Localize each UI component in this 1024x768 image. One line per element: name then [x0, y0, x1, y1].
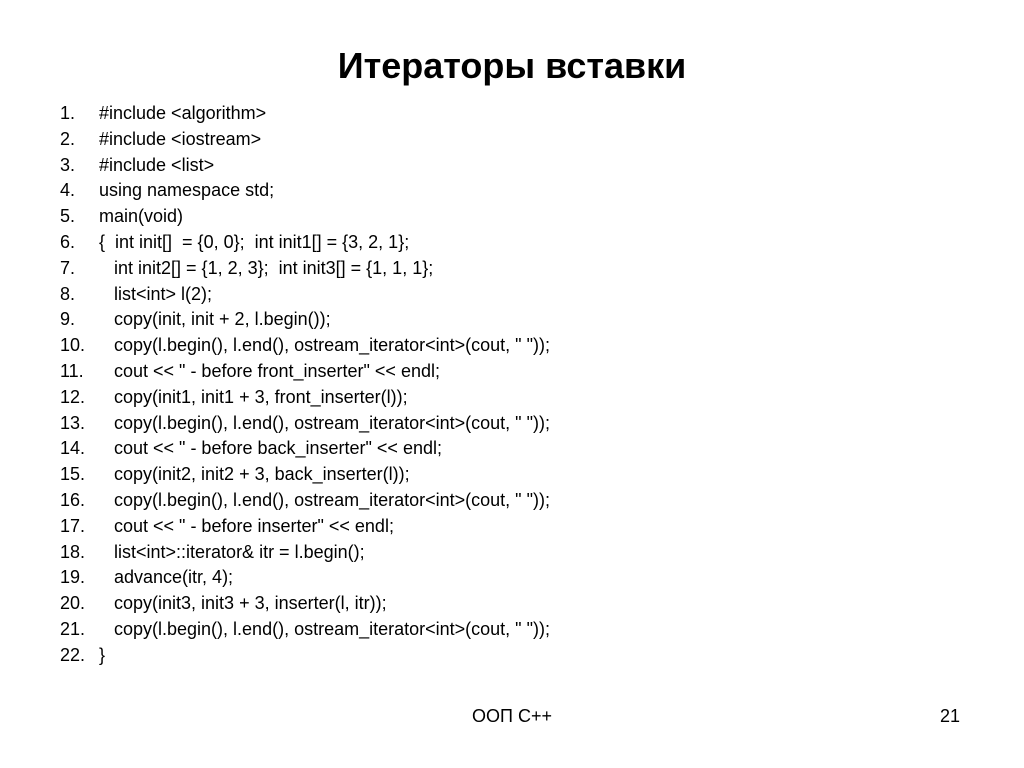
code-text: int init2[] = {1, 2, 3}; int init3[] = {1, 1, 1};	[99, 257, 434, 278]
code-line	[60, 333, 550, 359]
code-text: copy(l.begin(), l.end(), ostream_iterator<int>(cout, " "));	[99, 412, 550, 433]
line-number: 16.	[60, 489, 86, 510]
code-text: cout << " - before inserter" << endl;	[99, 515, 394, 536]
line-number: 6.	[60, 231, 76, 252]
code-line	[60, 256, 550, 282]
line-number: 8.	[60, 283, 76, 304]
code-line	[60, 101, 550, 127]
code-line	[60, 153, 550, 179]
code-text: { int init[] = {0, 0}; int init1[] = {3, 2, 1};	[99, 231, 410, 252]
code-text: copy(init2, init2 + 3, back_inserter(l));	[99, 464, 410, 485]
line-number: 22.	[60, 644, 86, 665]
code-line	[60, 282, 550, 308]
code-text: copy(init3, init3 + 3, inserter(l, itr));	[99, 593, 387, 614]
line-number: 13.	[60, 412, 86, 433]
code-line	[60, 643, 550, 669]
line-number: 3.	[60, 154, 76, 175]
line-number: 20.	[60, 593, 86, 614]
line-number: 11.	[60, 360, 84, 381]
code-text: cout << " - before back_inserter" << endl;	[99, 438, 442, 459]
code-text: copy(init, init + 2, l.begin());	[99, 309, 331, 330]
code-line	[60, 488, 550, 514]
code-line	[60, 307, 550, 333]
code-line	[60, 178, 550, 204]
code-text: #include <algorithm>	[99, 103, 267, 123]
code-text: list<int> l(2);	[99, 283, 213, 304]
code-line	[60, 591, 550, 617]
line-number: 10.	[60, 335, 86, 356]
line-number: 12.	[60, 386, 86, 407]
code-text: main(void)	[99, 206, 184, 227]
code-line	[60, 565, 550, 591]
code-text: #include <iostream>	[99, 128, 262, 149]
line-number: 1.	[60, 103, 76, 123]
code-line	[60, 127, 550, 153]
slide-title: Итераторы вставки	[337, 45, 687, 86]
code-text: list<int>::iterator& itr = l.begin();	[99, 541, 365, 562]
line-number: 5.	[60, 206, 76, 227]
code-text: copy(l.begin(), l.end(), ostream_iterator<int>(cout, " "));	[99, 618, 550, 639]
code-line	[60, 411, 550, 437]
code-text: advance(itr, 4);	[99, 567, 234, 588]
code-line	[60, 359, 550, 385]
code-line	[60, 617, 550, 643]
code-text: }	[99, 644, 106, 665]
code-listing	[60, 101, 550, 669]
code-text: copy(l.begin(), l.end(), ostream_iterator<int>(cout, " "));	[99, 489, 550, 510]
code-text: #include <list>	[99, 154, 215, 175]
footer-course-name: ООП С++	[472, 706, 552, 726]
code-line	[60, 462, 550, 488]
line-number: 4.	[60, 180, 76, 201]
code-line	[60, 385, 550, 411]
line-number: 15.	[60, 464, 86, 485]
code-text: copy(l.begin(), l.end(), ostream_iterator<int>(cout, " "));	[99, 335, 550, 356]
line-number: 9.	[60, 309, 76, 330]
code-text: using namespace std;	[99, 180, 275, 201]
line-number: 17.	[60, 515, 86, 536]
line-number: 2.	[60, 128, 76, 149]
code-text: cout << " - before front_inserter" << endl;	[99, 360, 440, 381]
code-line	[60, 230, 550, 256]
page-number: 21	[939, 706, 960, 726]
line-number: 7.	[60, 257, 76, 278]
line-number: 18.	[60, 541, 86, 562]
line-number: 19.	[60, 567, 86, 588]
line-number: 21.	[60, 618, 86, 639]
line-number: 14.	[60, 438, 86, 459]
code-line	[60, 540, 550, 566]
code-line	[60, 204, 550, 230]
code-text: copy(init1, init1 + 3, front_inserter(l));	[99, 386, 408, 407]
code-line	[60, 436, 550, 462]
code-line	[60, 514, 550, 540]
